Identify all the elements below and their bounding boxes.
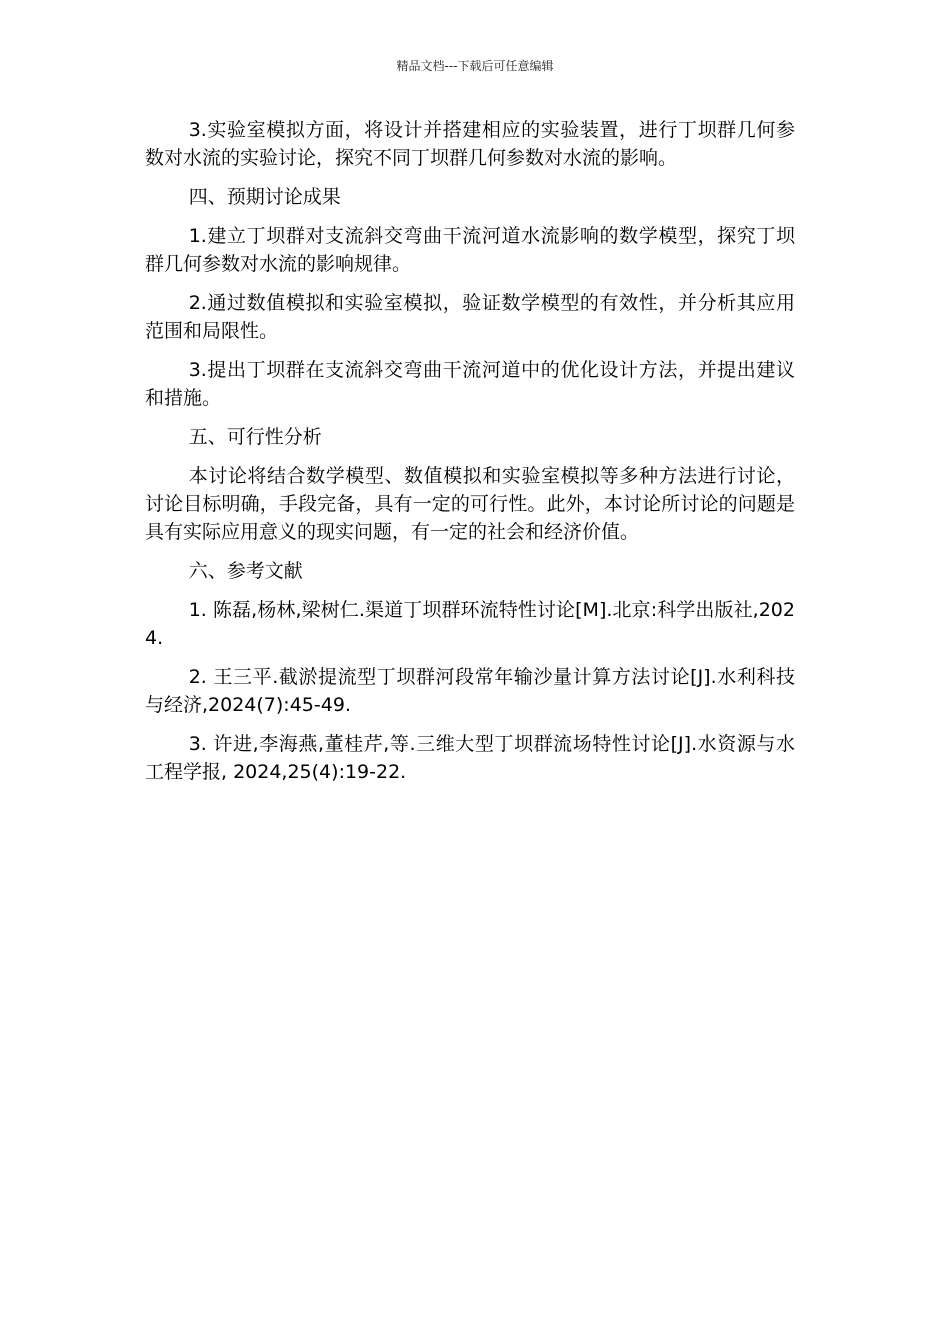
reference-item-2: 2. 王三平.截淤提流型丁坝群河段常年输沙量计算方法讨论[J].水利科技与经济,2024(7):45-49.	[145, 666, 795, 716]
section-heading-expected-results: 四、预期讨论成果	[188, 186, 341, 208]
document-body	[145, 116, 795, 797]
reference-item-1: 1. 陈磊,杨林,梁树仁.渠道丁坝群环流特性讨论[M].北京:科学出版社,2024.	[145, 599, 795, 649]
paragraph-result-1: 1.建立丁坝群对支流斜交弯曲干流河道水流影响的数学模型，探究丁坝群几何参数对水流的影响规律。	[145, 225, 795, 275]
paragraph-lab-simulation: 3.实验室模拟方面，将设计并搭建相应的实验装置，进行丁坝群几何参数对水流的实验讨论，探究不同丁坝群几何参数对水流的影响。	[145, 119, 795, 169]
paragraph-result-2: 2.通过数值模拟和实验室模拟，验证数学模型的有效性，并分析其应用范围和局限性。	[145, 292, 795, 342]
paragraph-result-3: 3.提出丁坝群在支流斜交弯曲干流河道中的优化设计方法，并提出建议和措施。	[145, 359, 795, 409]
section-heading-feasibility: 五、可行性分析	[188, 426, 322, 448]
section-heading-references: 六、参考文献	[188, 560, 303, 582]
page-header: 精品文档---下载后可任意编辑	[396, 59, 554, 73]
paragraph-feasibility: 本讨论将结合数学模型、数值模拟和实验室模拟等多种方法进行讨论，讨论目标明确，手段完备，具有一定的可行性。此外，本讨论所讨论的问题是具有实际应用意义的现实问题，有一定的社会和经济价值。	[145, 465, 795, 543]
reference-item-3: 3. 许进,李海燕,董桂芹,等.三维大型丁坝群流场特性讨论[J].水资源与水工程学报, 2024,25(4):19-22.	[145, 733, 795, 783]
